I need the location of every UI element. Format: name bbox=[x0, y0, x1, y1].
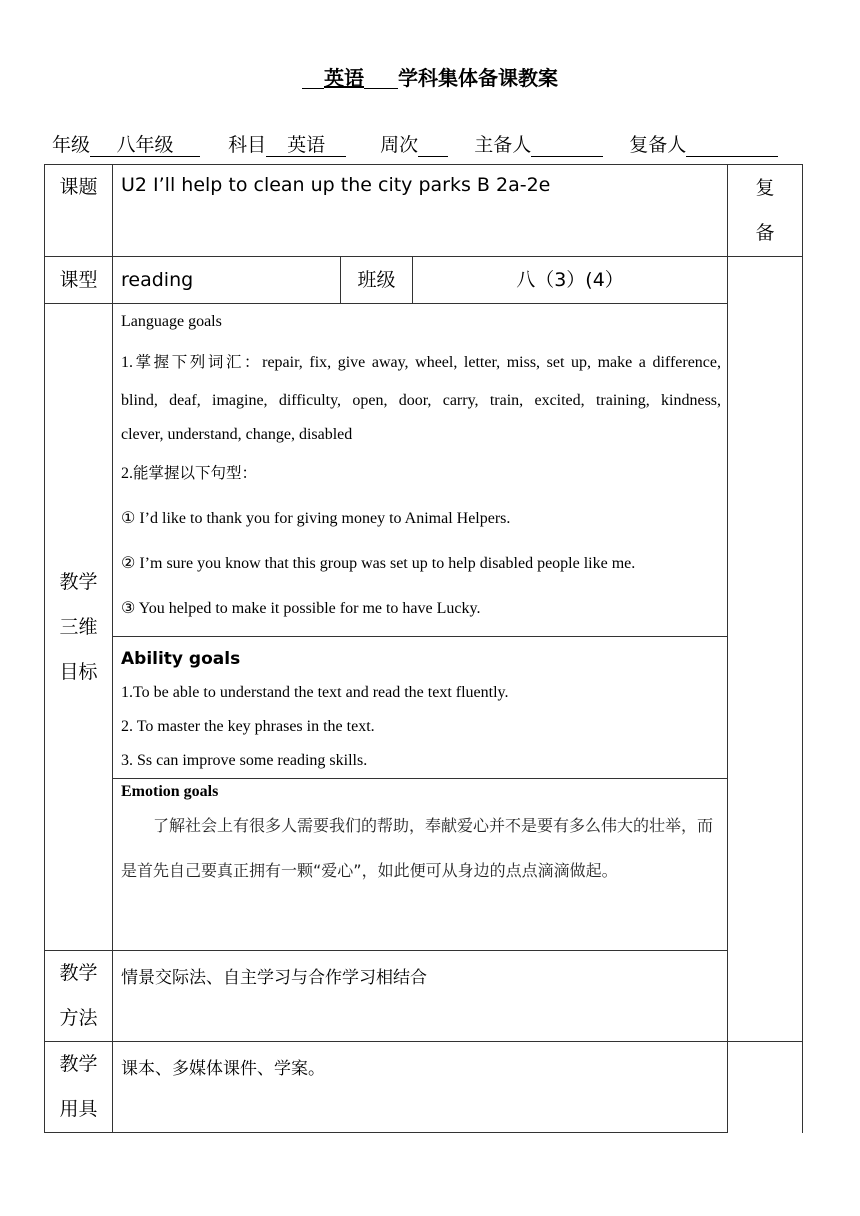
ability-goals-cell bbox=[113, 637, 728, 779]
sentence-heading: 2.能掌握以下句型： bbox=[121, 464, 258, 482]
vocab-line-2: blind, deaf, imagine, difficulty, open, door, carry, train, excited, training, kindness, bbox=[121, 392, 722, 409]
week-value bbox=[418, 134, 448, 157]
type-row bbox=[45, 257, 803, 304]
ability-item-2: 2. To master the key phrases in the text. bbox=[121, 718, 375, 735]
review-value bbox=[686, 134, 778, 157]
sentence-3: ③ You helped to make it possible for me to have Lucky. bbox=[121, 600, 481, 617]
emotion-goals-cell bbox=[113, 779, 728, 951]
method-value: 情景交际法、自主学习与合作学习相结合 bbox=[113, 951, 728, 1042]
tools-label: 教学 用具 bbox=[45, 1042, 113, 1133]
ability-goals-row bbox=[45, 637, 803, 779]
emotion-goals-row bbox=[45, 779, 803, 951]
ability-item-1: 1.To be able to understand the text and read the text fluently. bbox=[121, 684, 509, 701]
grade-value: 八年级 bbox=[90, 134, 200, 157]
ability-item-3: 3. Ss can improve some reading skills. bbox=[121, 752, 368, 769]
emotion-goals-text: 了解社会上有很多人需要我们的帮助，奉献爱心并不是要有多么伟大的壮举，而是首先自己要真正拥有一颗“爱心”，如此便可从身边的点点滴滴做起。 bbox=[121, 816, 714, 880]
sentence-1: ① I’d like to thank you for giving money to Animal Helpers. bbox=[121, 510, 511, 527]
grade-label: 年级 bbox=[52, 134, 91, 156]
language-goals-row bbox=[45, 304, 803, 637]
goals-label: 教学 三维 目标 bbox=[45, 304, 113, 951]
class-label: 班级 bbox=[341, 257, 413, 304]
title-text: 学科集体备课教案 bbox=[398, 66, 558, 90]
language-goals-cell bbox=[113, 304, 728, 637]
method-label: 教学 方法 bbox=[45, 951, 113, 1042]
lesson-plan-table bbox=[44, 164, 803, 1133]
ability-goals-heading: Ability goals bbox=[121, 649, 241, 669]
topic-value: U2 I’ll help to clean up the city parks B 2a-2e bbox=[113, 165, 728, 257]
topic-row bbox=[45, 165, 803, 257]
topic-label: 课题 bbox=[45, 165, 113, 257]
info-line bbox=[52, 130, 778, 157]
review-label: 复备人 bbox=[629, 134, 687, 156]
method-row bbox=[45, 951, 803, 1042]
review-column-label: 复 备 bbox=[728, 165, 803, 257]
subject-value: 英语 bbox=[266, 134, 346, 157]
language-goals-heading: Language goals bbox=[121, 313, 222, 330]
emotion-goals-heading: Emotion goals bbox=[121, 783, 219, 800]
lead-label: 主备人 bbox=[474, 134, 532, 156]
review-column bbox=[728, 257, 803, 1042]
lead-value bbox=[531, 134, 603, 157]
type-label: 课型 bbox=[45, 257, 113, 304]
tools-row bbox=[45, 1042, 803, 1133]
type-value: reading bbox=[113, 257, 341, 304]
vocab-line-3: clever, understand, change, disabled bbox=[121, 426, 353, 443]
class-value: 八（3）(4） bbox=[413, 257, 728, 304]
document-title bbox=[0, 62, 860, 91]
week-label: 周次 bbox=[380, 134, 419, 156]
sentence-2: ② I’m sure you know that this group was set up to help disabled people like me. bbox=[121, 555, 636, 572]
title-subject: 英语 bbox=[324, 66, 364, 90]
subject-label: 科目 bbox=[228, 134, 267, 156]
vocab-line-1: 1.掌握下列词汇：repair, fix, give away, wheel, letter, miss, set up, make a difference, bbox=[121, 353, 722, 371]
tools-value: 课本、多媒体课件、学案。 bbox=[113, 1042, 728, 1133]
